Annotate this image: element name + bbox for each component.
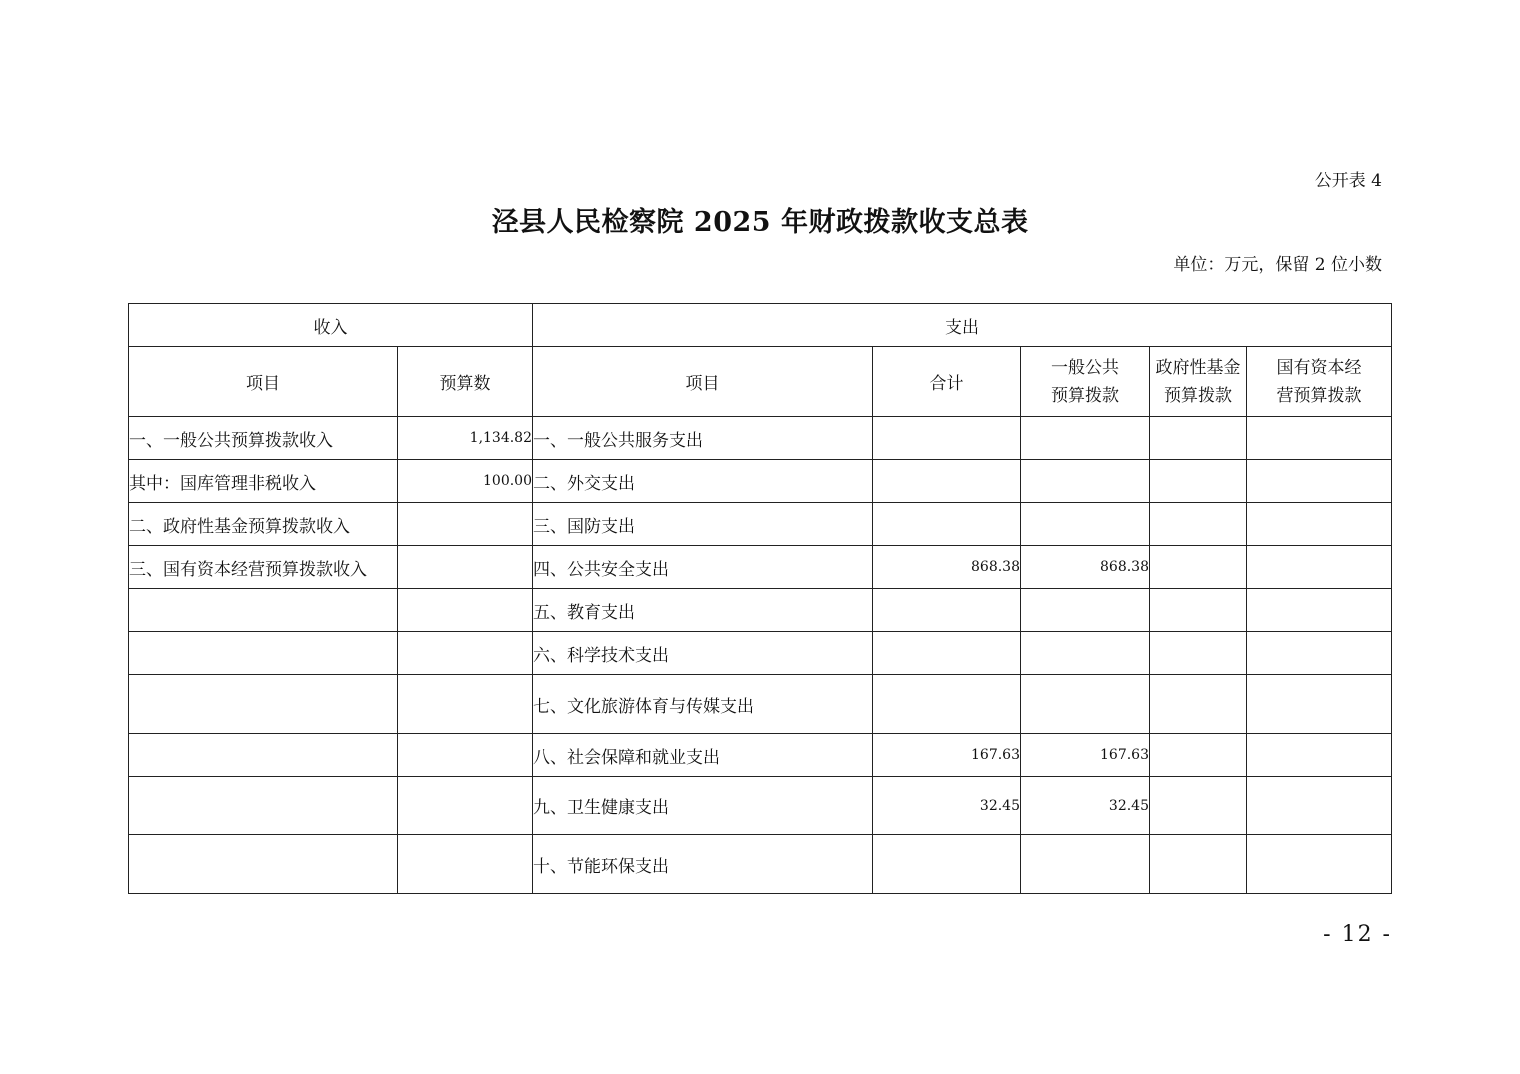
gov-fund-cell (1150, 835, 1247, 894)
income-budget-cell (398, 546, 533, 589)
general-budget-cell (1021, 589, 1150, 632)
income-budget-cell: 100.00 (398, 460, 533, 503)
expense-item-cell: 六、科学技术支出 (533, 632, 873, 675)
income-budget-cell (398, 777, 533, 835)
state-capital-cell (1247, 632, 1392, 675)
general-budget-header-line2: 预算拨款 (1051, 385, 1119, 406)
expense-item-cell: 四、公共安全支出 (533, 546, 873, 589)
expense-item-cell: 五、教育支出 (533, 589, 873, 632)
income-budget-cell (398, 503, 533, 546)
state-capital-cell (1247, 675, 1392, 734)
total-cell (873, 675, 1021, 734)
unit-note: 单位：万元，保留 2 位小数 (1173, 255, 1382, 275)
total-cell: 32.45 (873, 777, 1021, 835)
income-group-header: 收入 (129, 304, 533, 347)
expense-item-header: 项目 (533, 347, 873, 417)
gov-fund-cell (1150, 675, 1247, 734)
table-row (129, 777, 1392, 835)
general-budget-cell (1021, 460, 1150, 503)
expense-item-cell: 七、文化旅游体育与传媒支出 (533, 675, 873, 734)
total-cell: 868.38 (873, 546, 1021, 589)
income-budget-header: 预算数 (398, 347, 533, 417)
gov-fund-cell (1150, 503, 1247, 546)
general-budget-cell (1021, 417, 1150, 460)
income-item-cell: 一、一般公共预算拨款收入 (129, 417, 398, 460)
state-capital-cell (1247, 835, 1392, 894)
state-capital-header-line1: 国有资本经 (1276, 357, 1362, 378)
total-cell (873, 417, 1021, 460)
state-capital-cell (1247, 417, 1392, 460)
income-item-cell: 二、政府性基金预算拨款收入 (129, 503, 398, 546)
table-row (129, 675, 1392, 734)
general-budget-header (1021, 347, 1150, 417)
total-cell (873, 460, 1021, 503)
state-capital-cell (1247, 546, 1392, 589)
income-item-cell (129, 734, 398, 777)
gov-fund-cell (1150, 589, 1247, 632)
gov-fund-cell (1150, 734, 1247, 777)
income-budget-cell (398, 675, 533, 734)
table-row (129, 734, 1392, 777)
state-capital-cell (1247, 777, 1392, 835)
income-budget-cell (398, 589, 533, 632)
total-cell: 167.63 (873, 734, 1021, 777)
gov-fund-header-line2: 预算拨款 (1164, 385, 1232, 406)
page-number: - 12 - (1323, 922, 1392, 947)
table-row (129, 835, 1392, 894)
expense-group-header: 支出 (533, 304, 1392, 347)
total-header: 合计 (873, 347, 1021, 417)
general-budget-cell (1021, 632, 1150, 675)
group-header-row (129, 304, 1392, 347)
income-item-cell (129, 589, 398, 632)
gov-fund-cell (1150, 632, 1247, 675)
gov-fund-cell (1150, 460, 1247, 503)
table-row (129, 417, 1392, 460)
general-budget-cell (1021, 835, 1150, 894)
budget-table (128, 303, 1392, 894)
gov-fund-header-line1: 政府性基金 (1155, 357, 1241, 378)
income-budget-cell (398, 835, 533, 894)
general-budget-cell: 32.45 (1021, 777, 1150, 835)
expense-item-cell: 十、节能环保支出 (533, 835, 873, 894)
gov-fund-cell (1150, 546, 1247, 589)
table-row (129, 546, 1392, 589)
income-item-cell (129, 835, 398, 894)
state-capital-cell (1247, 503, 1392, 546)
page-title: 泾县人民检察院 2025 年财政拨款收支总表 (491, 207, 1029, 238)
table-row (129, 460, 1392, 503)
general-budget-header-line1: 一般公共 (1051, 357, 1119, 378)
state-capital-cell (1247, 734, 1392, 777)
income-budget-cell (398, 734, 533, 777)
state-capital-cell (1247, 460, 1392, 503)
income-item-header: 项目 (129, 347, 398, 417)
expense-item-cell: 九、卫生健康支出 (533, 777, 873, 835)
income-item-cell: 三、国有资本经营预算拨款收入 (129, 546, 398, 589)
expense-item-cell: 二、外交支出 (533, 460, 873, 503)
expense-item-cell: 一、一般公共服务支出 (533, 417, 873, 460)
state-capital-cell (1247, 589, 1392, 632)
income-item-cell (129, 632, 398, 675)
income-item-cell (129, 675, 398, 734)
expense-item-cell: 八、社会保障和就业支出 (533, 734, 873, 777)
general-budget-cell: 868.38 (1021, 546, 1150, 589)
income-budget-cell (398, 632, 533, 675)
total-cell (873, 632, 1021, 675)
income-item-cell: 其中：国库管理非税收入 (129, 460, 398, 503)
total-cell (873, 835, 1021, 894)
total-cell (873, 589, 1021, 632)
gov-fund-cell (1150, 777, 1247, 835)
gov-fund-cell (1150, 417, 1247, 460)
gov-fund-header (1150, 347, 1247, 417)
general-budget-cell (1021, 503, 1150, 546)
income-budget-cell: 1,134.82 (398, 417, 533, 460)
expense-item-cell: 三、国防支出 (533, 503, 873, 546)
total-cell (873, 503, 1021, 546)
table-row (129, 589, 1392, 632)
column-header-row (129, 347, 1392, 417)
table-label: 公开表 4 (1314, 171, 1382, 191)
income-item-cell (129, 777, 398, 835)
state-capital-header-line2: 营预算拨款 (1276, 385, 1362, 406)
general-budget-cell: 167.63 (1021, 734, 1150, 777)
general-budget-cell (1021, 675, 1150, 734)
state-capital-header (1247, 347, 1392, 417)
table-row (129, 632, 1392, 675)
table-row (129, 503, 1392, 546)
